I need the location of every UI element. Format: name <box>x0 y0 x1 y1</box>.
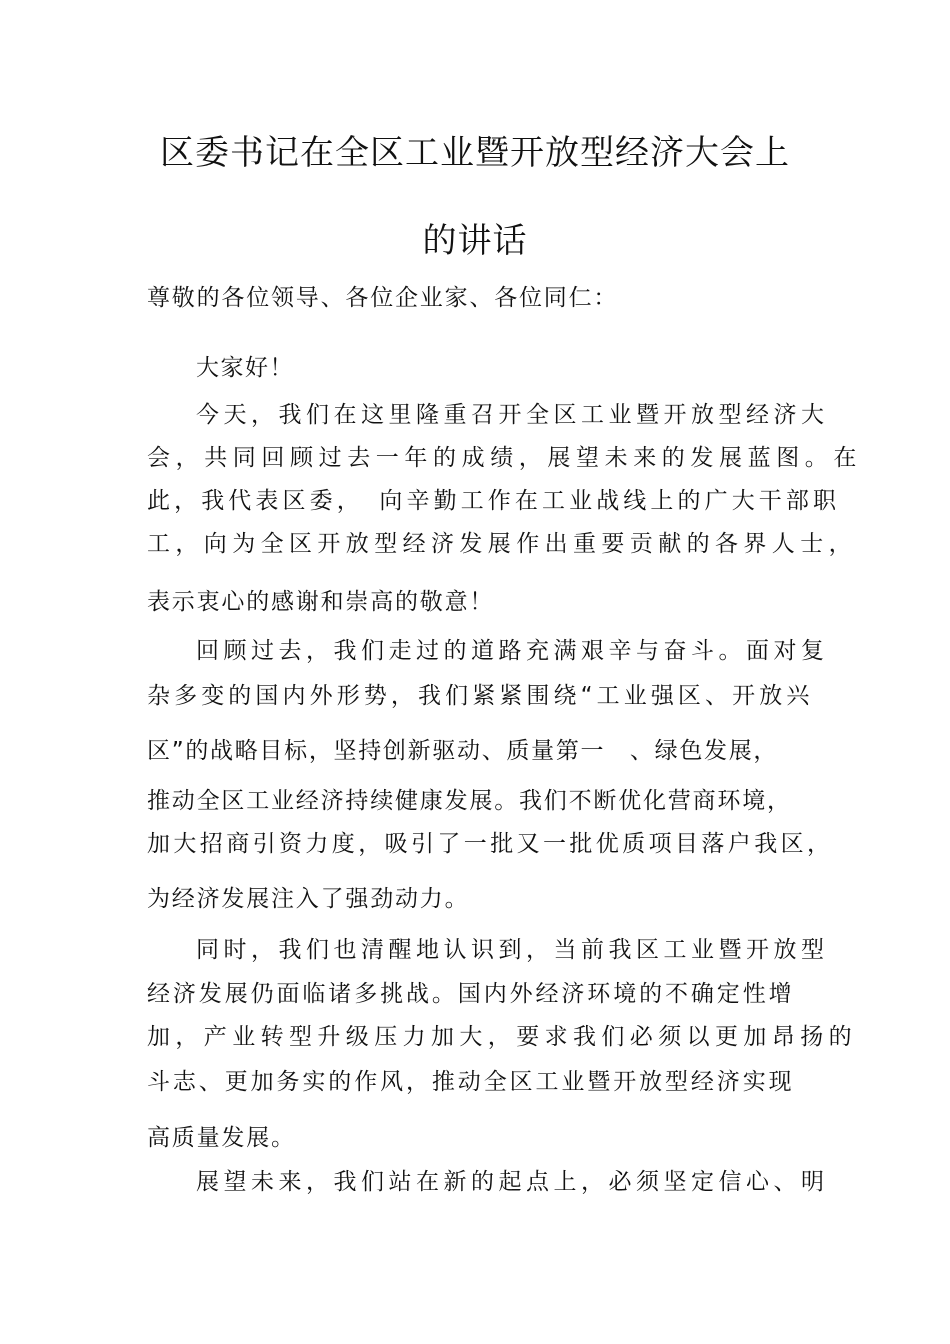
paragraph-2-line-5: 加大招商引资力度，吸引了一批又一批优质项目落户我区， <box>147 831 834 857</box>
paragraph-3-line-2: 经济发展仍面临诸多挑战。国内外经济环境的不确定性增 <box>147 981 795 1007</box>
paragraph-2-line-2: 杂多变的国内外形势，我们紧紧围绕“工业强区、开放兴 <box>147 683 814 709</box>
paragraph-2-line-3: 区”的战略目标，坚持创新驱动、质量第一 、绿色发展， <box>147 738 779 764</box>
paragraph-2-line-1: 回顾过去，我们走过的道路充满艰辛与奋斗。面对复 <box>196 638 829 664</box>
document-title-line-2: 的讲话 <box>422 221 528 261</box>
paragraph-1-line-3: 此，我代表区委， 向辛勤工作在工业战线上的广大干部职 <box>147 488 841 514</box>
paragraph-2-line-6: 为经济发展注入了强劲动力。 <box>147 886 470 912</box>
salutation: 尊敬的各位领导、各位企业家、各位同仁： <box>147 285 619 311</box>
paragraph-1-line-4: 工，向为全区开放型经济发展作出重要贡献的各界人士， <box>147 531 857 557</box>
paragraph-1-line-5: 表示衷心的感谢和崇高的敬意！ <box>147 589 495 615</box>
greeting: 大家好！ <box>196 355 294 381</box>
document-title-line-1: 区委书记在全区工业暨开放型经济大会上 <box>160 133 790 173</box>
paragraph-1-line-2: 会，共同回顾过去一年的成绩，展望未来的发展蓝图。在 <box>147 445 862 471</box>
paragraph-2-line-4: 推动全区工业经济持续健康发展。我们不断优化营商环境， <box>147 788 792 814</box>
paragraph-4-line-1: 展望未来，我们站在新的起点上，必须坚定信心、明 <box>196 1169 829 1195</box>
paragraph-3-line-1: 同时，我们也清醒地认识到，当前我区工业暨开放型 <box>196 937 829 963</box>
paragraph-3-line-3: 加，产业转型升级压力加大，要求我们必须以更加昂扬的 <box>147 1024 857 1050</box>
paragraph-1-line-1: 今天，我们在这里隆重召开全区工业暨开放型经济大 <box>196 402 829 428</box>
paragraph-3-line-4: 斗志、更加务实的作风，推动全区工业暨开放型经济实现 <box>147 1069 795 1095</box>
paragraph-3-line-5: 高质量发展。 <box>147 1125 296 1151</box>
